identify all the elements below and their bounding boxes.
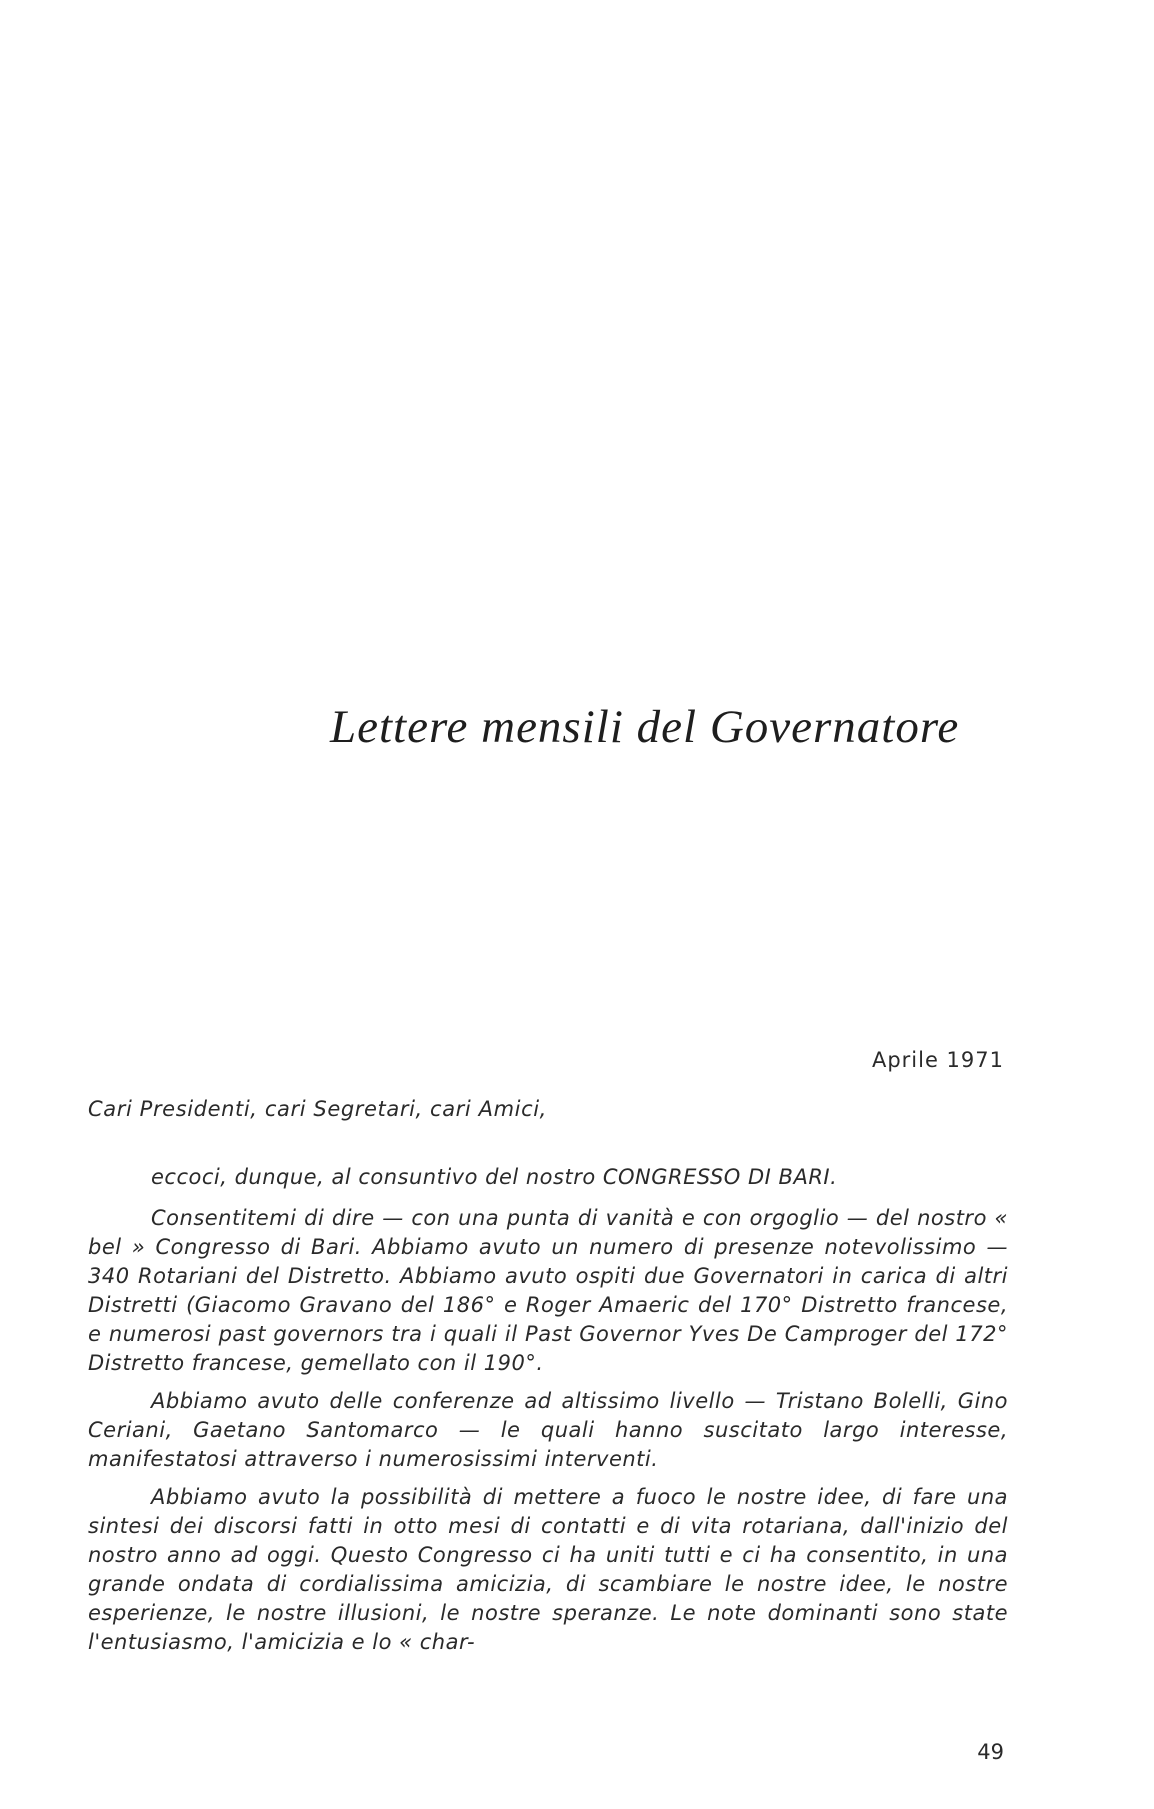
paragraph: Consentitemi di dire — con una punta di vanità e con orgoglio — del nostro « bel » Congresso di Bari. Abbiamo avuto un numero di presenze notevolissimo — 340 Rotariani del Distretto. Abbiamo avuto ospiti due Governatori in carica di altri Distretti (Giacomo Gravano del 186° e Roger Amaeric del 170° Distretto francese, e numerosi past governors tra i quali il Past Governor Yves De Camproger del 172° Distretto francese, gemellato con il 190°. xyxy=(88,1206,1008,1375)
paragraph: eccoci, dunque, al consuntivo del nostro CONGRESSO DI BARI. xyxy=(151,1165,838,1189)
letter-date: Aprile 1971 xyxy=(871,1048,1004,1072)
paragraph: Abbiamo avuto delle conferenze ad altissimo livello — Tristano Bolelli, Gino Ceriani, Gaetano Santomarco — le quali hanno suscitato largo interesse, manifestatosi attraverso i numerosissimi interventi. xyxy=(88,1389,1008,1471)
letter-body xyxy=(88,1163,1008,1666)
page-title: Lettere mensili del Governatore xyxy=(330,701,960,753)
page-number: 49 xyxy=(977,1740,1004,1764)
paragraph: Abbiamo avuto la possibilità di mettere a fuoco le nostre idee, di fare una sintesi dei discorsi fatti in otto mesi di contatti e di vita rotariana, dall'inizio del nostro anno ad oggi. Questo Congresso ci ha uniti tutti e ci ha consentito, in una grande ondata di cordialissima amicizia, di scambiare le nostre idee, le nostre esperienze, le nostre illusioni, le nostre speranze. Le note dominanti sono state l'entusiasmo, l'amicizia e lo « char- xyxy=(88,1485,1008,1654)
salutation: Cari Presidenti, cari Segretari, cari Amici, xyxy=(88,1097,547,1121)
